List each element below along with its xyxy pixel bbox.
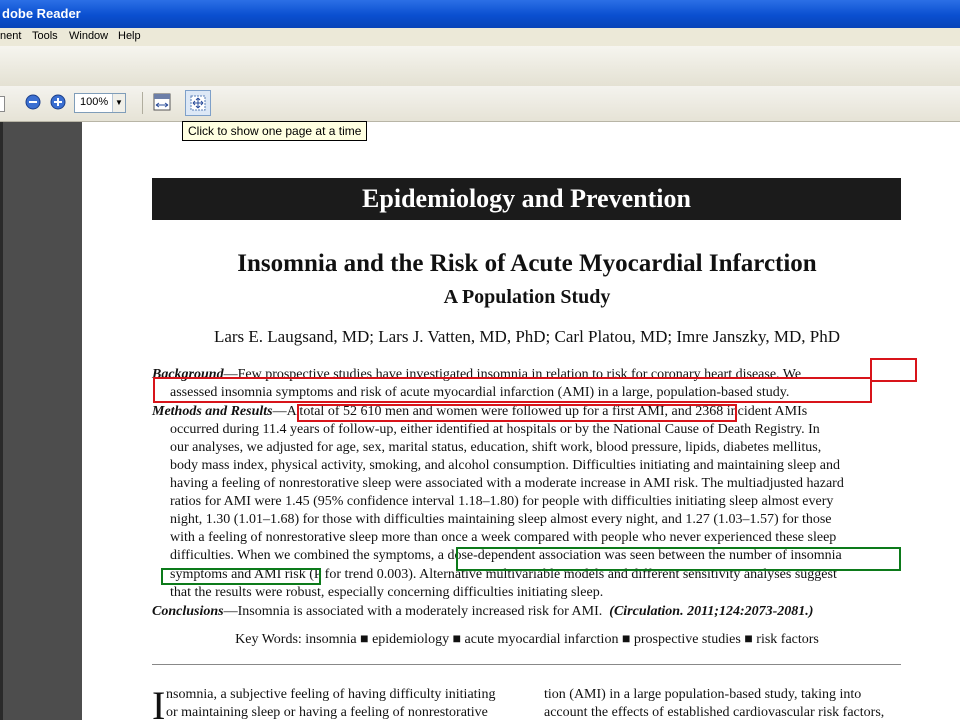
- methods-text: —A total of 52 610 men and women were followed up for a first AMI, and 2368 incident AMIs: [272, 404, 808, 419]
- abstract-line: having a feeling of nonrestorative sleep were associated with a moderate increase in AMI risk. The multiadjusted hazard: [170, 476, 844, 491]
- abstract-line: night, 1.30 (1.01–1.68) for those with difficulties maintaining sleep almost every night, and 1.27 (1.03–1.57) for those: [170, 512, 832, 527]
- menu-tools[interactable]: Tools: [32, 30, 58, 42]
- menu-document[interactable]: nent: [0, 30, 22, 42]
- keywords: Key Words: insomnia ■ epidemiology ■ acute myocardial infarction ■ prospective studies ■ risk factors: [235, 632, 819, 647]
- drop-cap: I: [152, 683, 166, 728]
- toolbar-band: [0, 46, 960, 87]
- abstract-line: ratios for AMI were 1.45 (95% confidence interval 1.18–1.80) for people with difficulties initiating sleep almost every: [170, 494, 834, 509]
- highlight-box-green: [456, 547, 901, 571]
- highlight-box-red: [153, 377, 872, 403]
- methods-label: Methods and Results: [152, 404, 273, 419]
- title-bar: [0, 0, 960, 28]
- highlight-box-red: [870, 358, 917, 382]
- tooltip: Click to show one page at a time: [182, 121, 367, 141]
- abstract-line: that the results were robust, especially concerning difficulties initiating sleep.: [170, 585, 604, 600]
- zoom-out-icon[interactable]: [25, 94, 41, 110]
- toolbar-separator: [142, 92, 143, 114]
- background-label: Background: [152, 367, 224, 382]
- highlight-box-red: [297, 404, 737, 422]
- abstract-line: body mass index, physical activity, smoking, and alcohol consumption. Difficulties initiating and maintaining sleep and: [170, 458, 840, 473]
- conclusions-text: —Insomnia is associated with a moderately increased risk for AMI.: [223, 604, 603, 619]
- abstract-background-line2: assessed insomnia symptoms and risk of acute myocardial infarction (AMI) in a large, population-based study.: [170, 385, 790, 400]
- navigation-pane: [0, 122, 82, 720]
- abstract-line: symptoms and AMI risk (P for trend 0.003). Alternative multivariable models and different sensitivity analyses suggest: [170, 567, 837, 582]
- author-list: Lars E. Laugsand, MD; Lars J. Vatten, MD, PhD; Carl Platou, MD; Imre Janszky, MD, PhD: [213, 327, 841, 346]
- body-left-line2: or maintaining sleep or having a feeling of nonrestorative: [166, 705, 488, 720]
- article-title: Insomnia and the Risk of Acute Myocardial Infarction: [237, 250, 817, 277]
- abstract-line: our analyses, we adjusted for age, sex, marital status, education, shift work, blood pressure, lipids, diabetes mellitus,: [170, 440, 822, 455]
- zoom-select[interactable]: [74, 93, 126, 113]
- section-banner: Epidemiology and Prevention: [152, 178, 901, 220]
- abstract-conclusions: [152, 603, 813, 621]
- menu-window[interactable]: Window: [69, 30, 109, 42]
- body-left-line1: nsomnia, a subjective feeling of having difficulty initiating: [166, 687, 496, 702]
- navigation-pane-edge: [0, 122, 3, 720]
- body-right-line2: account the effects of established cardiovascular risk factors,: [544, 705, 885, 720]
- background-text: —Few prospective studies have investigated insomnia in relation to risk for coronary heart disease. We: [223, 367, 802, 382]
- document-page: [82, 122, 960, 728]
- highlight-box-green: [161, 568, 321, 585]
- menu-help[interactable]: Help: [118, 30, 141, 42]
- abstract-line: difficulties. When we combined the symptoms, a dose-dependent association was seen between the number of insomnia: [170, 548, 842, 563]
- body-right-line1: tion (AMI) in a large population-based study, taking into: [544, 687, 862, 702]
- divider: [152, 664, 901, 665]
- abstract-line: occurred during 11.4 years of follow-up, either identified at hospitals or by the National Cause of Death Registry. In: [170, 422, 820, 437]
- conclusions-label: Conclusions: [152, 604, 224, 619]
- single-page-button[interactable]: [185, 90, 211, 116]
- abstract-line: with a feeling of nonrestorative sleep more than once a week compared with people who never experienced these sleep: [170, 530, 837, 545]
- citation: (Circulation. 2011;124:2073-2081.): [609, 604, 814, 619]
- article-subtitle: A Population Study: [443, 286, 611, 308]
- zoom-in-icon[interactable]: [50, 94, 66, 110]
- window-title: dobe Reader: [2, 6, 81, 21]
- toolbar: [0, 86, 960, 122]
- zoom-value: 100%: [80, 96, 109, 108]
- single-page-icon: [189, 94, 207, 112]
- chevron-down-icon[interactable]: ▼: [112, 94, 125, 112]
- menu-bar: [0, 28, 960, 46]
- fit-width-icon[interactable]: [152, 92, 172, 112]
- toolbar-edge-control[interactable]: [0, 96, 5, 112]
